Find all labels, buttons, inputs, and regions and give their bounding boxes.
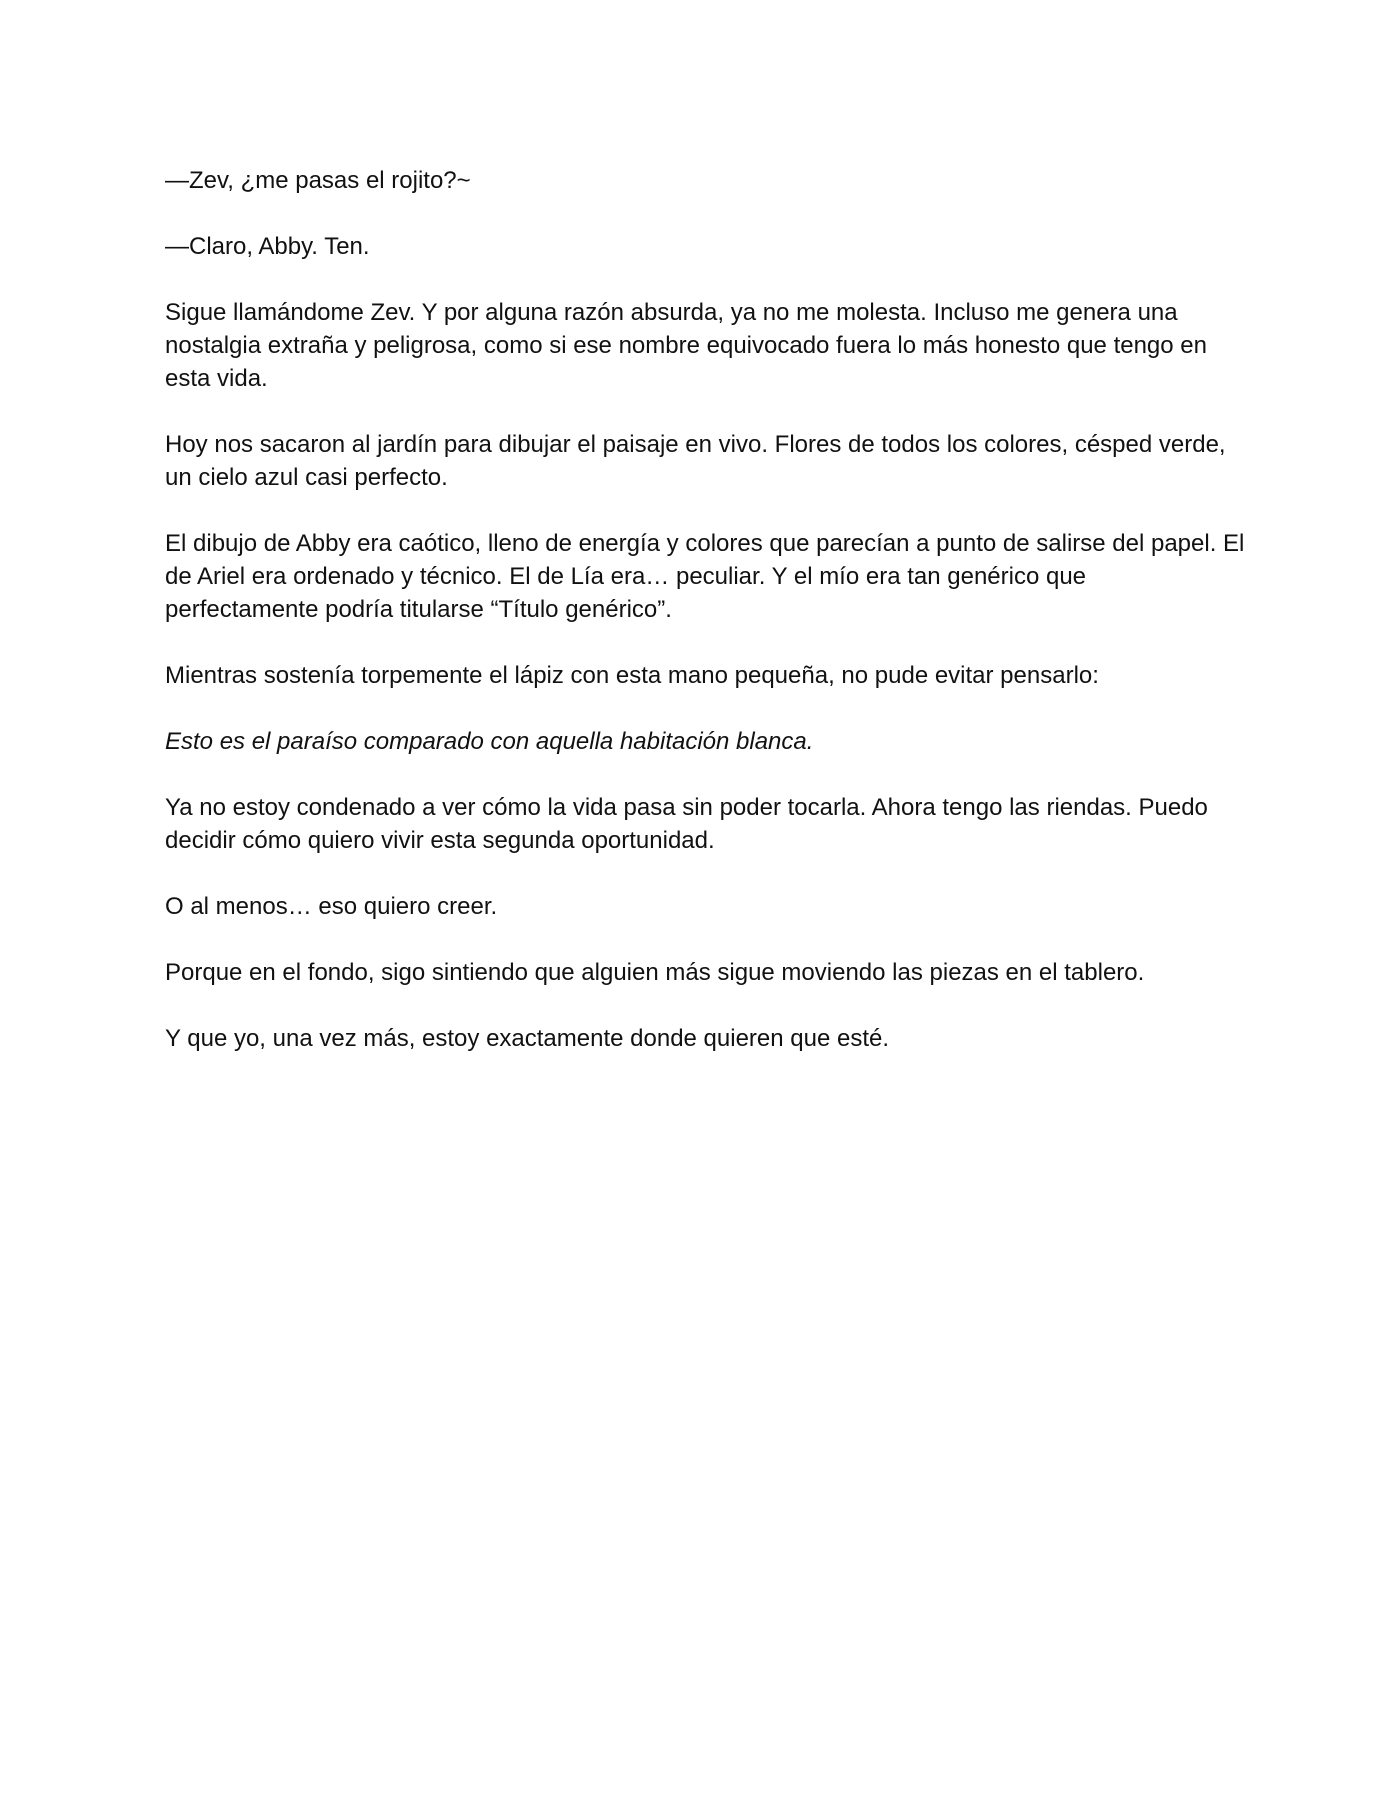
paragraph-1: —Zev, ¿me pasas el rojito?~	[165, 167, 471, 194]
paragraph-9: O al menos… eso quiero creer.	[165, 893, 498, 920]
paragraph-7-italic: Esto es el paraíso comparado con aquella habitación blanca.	[165, 728, 814, 755]
paragraph-11: Y que yo, una vez más, estoy exactamente donde quieren que esté.	[165, 1025, 890, 1052]
document-body	[165, 164, 1245, 1088]
paragraph-2: —Claro, Abby. Ten.	[165, 233, 370, 260]
paragraph-10: Porque en el fondo, sigo sintiendo que alguien más sigue moviendo las piezas en el tablero.	[165, 959, 1145, 986]
paragraph-3: Sigue llamándome Zev. Y por alguna razón absurda, ya no me molesta. Incluso me genera una nostalgia extraña y peligrosa, como si ese nombre equivocado fuera lo más honesto que tengo en esta vida.	[165, 299, 1207, 392]
paragraph-4: Hoy nos sacaron al jardín para dibujar el paisaje en vivo. Flores de todos los colores, césped verde, un cielo azul casi perfecto.	[165, 431, 1226, 491]
paragraph-8: Ya no estoy condenado a ver cómo la vida pasa sin poder tocarla. Ahora tengo las riendas. Puedo decidir cómo quiero vivir esta segunda oportunidad.	[165, 794, 1208, 854]
paragraph-6: Mientras sostenía torpemente el lápiz con esta mano pequeña, no pude evitar pensarlo:	[165, 662, 1099, 689]
paragraph-5: El dibujo de Abby era caótico, lleno de energía y colores que parecían a punto de salirse del papel. El de Ariel era ordenado y técnico. El de Lía era… peculiar. Y el mío era tan genérico que perfectamente podría titularse “Título genérico”.	[165, 530, 1245, 623]
